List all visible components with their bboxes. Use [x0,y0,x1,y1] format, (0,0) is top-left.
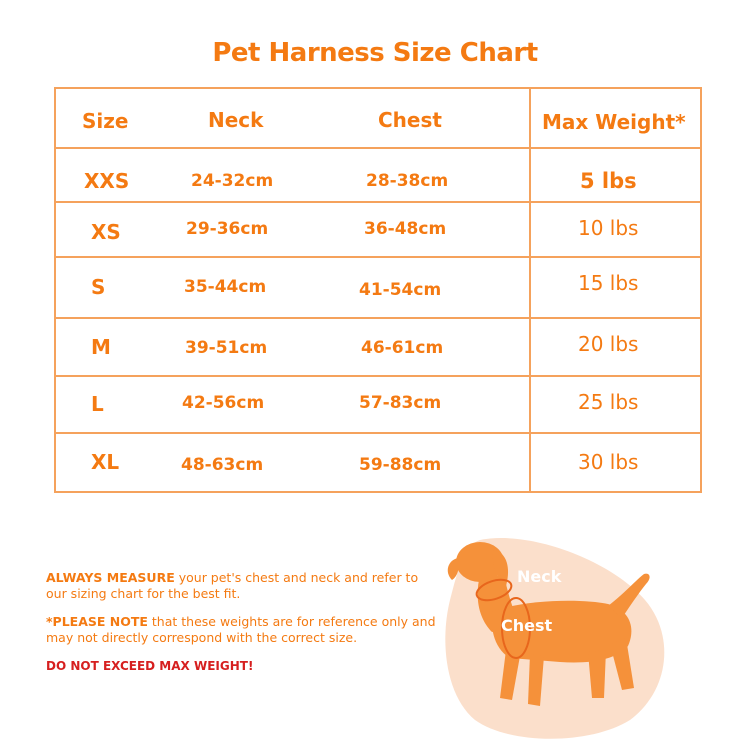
header-size: Size [82,109,129,133]
measure-note [46,570,436,602]
row-divider [56,317,700,319]
chest-cell: 28-38cm [366,171,449,191]
row-divider [56,256,700,258]
weight-cell: 20 lbs [578,332,639,356]
chart-title: Pet Harness Size Chart [212,38,538,68]
column-divider [529,89,531,491]
dog-illustration [440,520,690,745]
dog-measurement-diagram [440,520,690,745]
size-cell: M [91,335,111,359]
neck-cell: 29-36cm [186,219,269,239]
row-divider [56,375,700,377]
chest-cell: 41-54cm [359,280,442,300]
header-max-weight: Max Weight* [542,110,686,134]
header-chest: Chest [378,108,442,132]
size-cell: XL [91,450,120,474]
size-cell: S [91,275,106,299]
size-cell: XXS [84,169,130,193]
chest-cell: 57-83cm [359,393,442,413]
neck-cell: 39-51cm [185,338,268,358]
size-chart-table [54,87,702,493]
measure-lead: ALWAYS MEASURE [46,570,175,585]
row-divider [56,432,700,434]
size-cell: L [91,392,104,416]
weight-cell: 25 lbs [578,390,639,414]
neck-cell: 24-32cm [191,171,274,191]
row-divider [56,201,700,203]
weight-cell: 15 lbs [578,271,639,295]
weight-cell: 30 lbs [578,450,639,474]
chest-cell: 59-88cm [359,455,442,475]
max-weight-warning: DO NOT EXCEED MAX WEIGHT! [46,659,254,673]
chest-cell: 36-48cm [364,219,447,239]
header-neck: Neck [208,108,264,132]
chest-cell: 46-61cm [361,338,444,358]
neck-cell: 42-56cm [182,393,265,413]
please-lead: *PLEASE NOTE [46,614,148,629]
neck-cell: 35-44cm [184,277,267,297]
chest-label: Chest [501,616,553,635]
row-divider [56,147,700,149]
neck-label: Neck [517,567,562,586]
size-cell: XS [91,220,121,244]
please-text: that these weights are for reference only and may not directly correspond with the correct size. [46,614,436,645]
weight-cell: 5 lbs [580,169,637,193]
neck-cell: 48-63cm [181,455,264,475]
measurement-notes [46,570,436,686]
weight-cell: 10 lbs [578,216,639,240]
please-note [46,614,436,646]
measure-text: your pet's chest and neck and refer to our sizing chart for the best fit. [46,570,419,601]
